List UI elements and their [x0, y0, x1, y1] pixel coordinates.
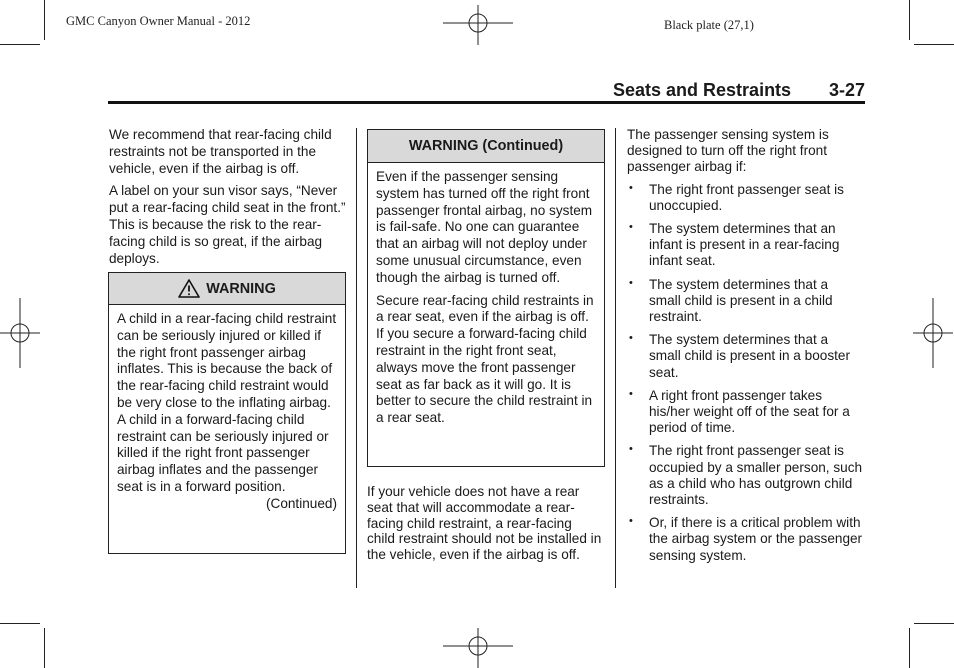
plate-label: Black plate (27,1) [664, 18, 754, 32]
registration-target-icon [443, 5, 513, 45]
warning-triangle-icon [178, 279, 200, 298]
list-item [627, 182, 863, 214]
list-item-text: A right front passenger takes his/her weight off of the seat for a period of time. [649, 387, 850, 436]
list-item-text: The system determines that a small child is present in a booster seat. [649, 332, 850, 380]
column-divider [356, 128, 357, 588]
bullet-icon: • [629, 332, 633, 345]
list-item [627, 388, 863, 437]
warning-body [109, 305, 345, 513]
list-item-text: The system determines that a small child is present in a child restraint. [649, 276, 833, 325]
bullet-icon: • [629, 515, 633, 528]
bullet-icon: • [629, 276, 633, 289]
paragraph: The passenger sensing system is designed to turn off the right front passenger airbag if: [627, 127, 829, 175]
manual-title: GMC Canyon Owner Manual - 2012 [66, 14, 251, 28]
warning-box-continued [367, 129, 605, 467]
continued-label: (Continued) [265, 495, 337, 511]
right-column [627, 127, 863, 571]
crop-mark [44, 628, 45, 668]
section-header [613, 80, 865, 101]
list-item-text: Or, if there is a critical problem with the airbag system or the passenger sensing system. [649, 515, 863, 563]
paragraph: We recommend that rear-facing child restraints not be transported in the vehicle, even if the airbag is off. [109, 127, 332, 176]
list-item [627, 443, 863, 508]
warning-body [368, 163, 604, 427]
crop-mark [914, 44, 954, 45]
crop-mark [909, 0, 910, 40]
warning-text: Secure rear-facing child restraints in a rear seat, even if the airbag is off. If you secure a forward-facing child restraint in the right front seat, always move the front passenger seat as far back as it will go. It is better to secure the child restraint in a rear seat. [376, 292, 594, 426]
left-column [109, 127, 349, 273]
list-item [627, 277, 863, 326]
list-item [627, 332, 863, 381]
column-divider [615, 128, 616, 588]
warning-text: Even if the passenger sensing system has turned off the right front passenger frontal airbag, no system is fail-safe. No one can guarantee that an airbag will not deploy under some unusual circumstance, even though the airbag is turned off. [376, 169, 593, 285]
list-item-text: The right front passenger seat is unoccupied. [649, 181, 844, 213]
bullet-icon: • [629, 181, 633, 194]
list-item [627, 221, 863, 270]
bullet-icon: • [629, 221, 633, 234]
registration-target-icon [0, 298, 40, 368]
list-item [627, 515, 863, 564]
warning-title: WARNING (Continued) [408, 138, 564, 154]
list-item-text: The right front passenger seat is occupied by a smaller person, such as a child who has outgrown child restraints. [649, 443, 863, 508]
crop-mark [44, 0, 45, 40]
warning-header [368, 130, 604, 163]
paragraph: A label on your sun visor says, “Never put a rear-facing child seat in the front.” This is because the risk to the rear-facing child is so great, if the airbag deploys. [109, 183, 346, 266]
crop-mark [914, 623, 954, 624]
middle-column-text [367, 484, 603, 569]
header-rule [108, 101, 865, 104]
bullet-icon: • [629, 387, 633, 400]
warning-text: A child in a rear-facing child restraint can be seriously injured or killed if the right front passenger airbag inflates. This is because the back of the rear-facing child restraint would be very close to the inflating airbag. A child in a forward-facing child restraint can be seriously injured or killed if the right front passenger airbag inflates and the passenger seat is in a forward position. [117, 311, 337, 494]
registration-target-icon [913, 298, 953, 368]
section-title: Seats and Restraints [613, 80, 792, 100]
page-number: 3-27 [828, 80, 865, 100]
condition-list [627, 182, 863, 564]
warning-header [109, 273, 345, 305]
list-item-text: The system determines that an infant is present in a rear-facing infant seat. [649, 221, 840, 269]
bullet-icon: • [629, 443, 633, 456]
warning-title: WARNING [206, 280, 276, 297]
paragraph: If your vehicle does not have a rear seat that will accommodate a rear-facing child restraint, a rear-facing child restraint should not be installed in the vehicle, even if the airbag is off. [367, 484, 602, 563]
crop-mark [0, 44, 40, 45]
registration-target-icon [443, 628, 513, 668]
crop-mark [0, 623, 40, 624]
crop-mark [909, 628, 910, 668]
warning-box [108, 272, 346, 554]
